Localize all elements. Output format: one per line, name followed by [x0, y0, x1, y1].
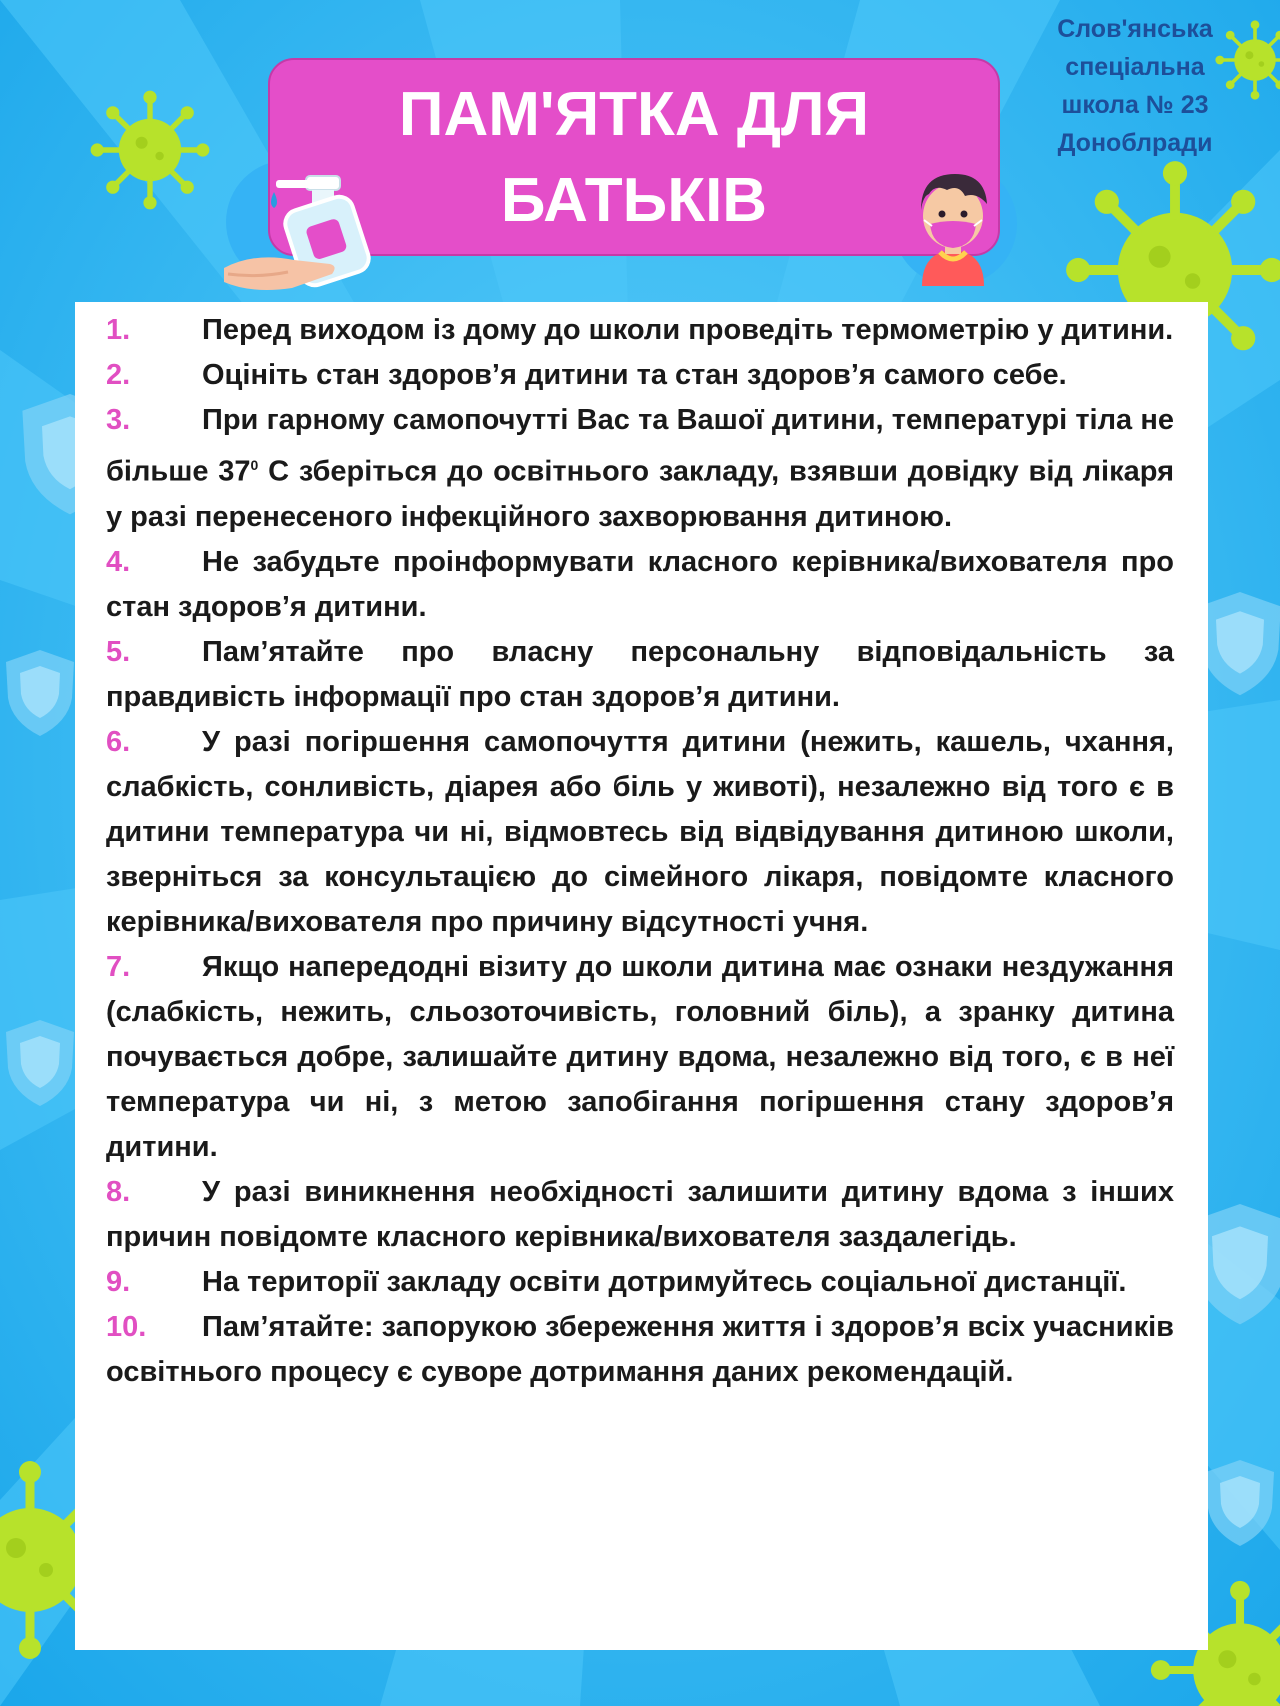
list-item [106, 945, 1174, 1170]
list-item [106, 1260, 1174, 1305]
item-text: Якщо напередодні візиту до школи дитина має ознаки нездужання (слабкість, нежить, сльозоточивість, головний біль), а зранку дитина почувається добре, залишайте дитину вдома, незалежно від того, є в неї температура чи ні, з метою запобігання погіршення стану здоров’я дитини. [106, 950, 1174, 1163]
school-name-line: спеціальна [1065, 53, 1205, 81]
item-text: У разі погіршення самопочуття дитини (нежить, кашель, чхання, слабкість, сонливість, діарея або біль у животі), незалежно від того є в дитини температура чи ні, відмовтесь від відвідування дитиною школи, зверніться за консультацією до сімейного лікаря, повідомте класного керівника/вихователя про причину відсутності учня. [106, 725, 1174, 938]
item-text: Не забудьте проінформувати класного керівника/вихователя про стан здоров’я дитини. [106, 545, 1174, 623]
school-name-line: Доноблради [1057, 129, 1213, 157]
list-item [106, 353, 1174, 398]
item-text: У разі виникнення необхідності залишити дитину вдома з інших причин повідомте класного керівника/вихователя заздалегідь. [106, 1175, 1174, 1253]
item-number: 10. [106, 1310, 147, 1343]
item-text: При гарному самопочутті Вас та Вашої дитини, температурі тіла не більше 37 [106, 404, 1174, 488]
list-item [106, 540, 1174, 630]
school-name [1010, 10, 1260, 162]
list-item [106, 720, 1174, 945]
list-item [106, 1305, 1174, 1395]
page-title-line: ПАМ'ЯТКА ДЛЯ [398, 80, 870, 149]
item-text: Пам’ятайте: запорукою збереження життя і здоров’я всіх учасників освітнього процесу є суворе дотримання даних рекомендацій. [106, 1310, 1174, 1388]
item-number: 7. [106, 950, 131, 983]
page-title-line: БАТЬКІВ [500, 166, 768, 235]
list-item [106, 398, 1174, 540]
item-text: С зберіться до освітнього закладу, взявши довідку від лікаря у разі перенесеного інфекційного захворювання дитиною. [106, 455, 1174, 533]
item-text: На території закладу освіти дотримуйтесь соціальної дистанції. [202, 1265, 1127, 1298]
recommendations-list [75, 302, 1208, 1650]
item-number: 2. [106, 359, 131, 391]
item-text: Перед виходом із дому до школи проведіть термометрію у дитини. [202, 314, 1174, 346]
item-text: Пам’ятайте про власну персональну відповідальність за правдивість інформації про стан здоров’я дитини. [106, 635, 1174, 713]
list-item [106, 308, 1174, 353]
item-number: 5. [106, 635, 131, 668]
school-name-line: школа № 23 [1061, 91, 1209, 119]
list-item [106, 630, 1174, 720]
item-number: 8. [106, 1175, 131, 1208]
item-text: Оцініть стан здоров’я дитини та стан здоров’я самого себе. [202, 359, 1067, 391]
masked-child-icon [888, 158, 1018, 288]
list-item [106, 1170, 1174, 1260]
school-name-line: Слов'янська [1057, 15, 1213, 43]
item-number: 3. [106, 404, 131, 436]
item-number: 6. [106, 725, 131, 758]
item-number: 4. [106, 545, 131, 578]
degree-mark: 0 [250, 457, 259, 473]
item-number: 1. [106, 314, 131, 346]
item-number: 9. [106, 1265, 131, 1298]
hand-sanitizer-icon [214, 156, 384, 296]
